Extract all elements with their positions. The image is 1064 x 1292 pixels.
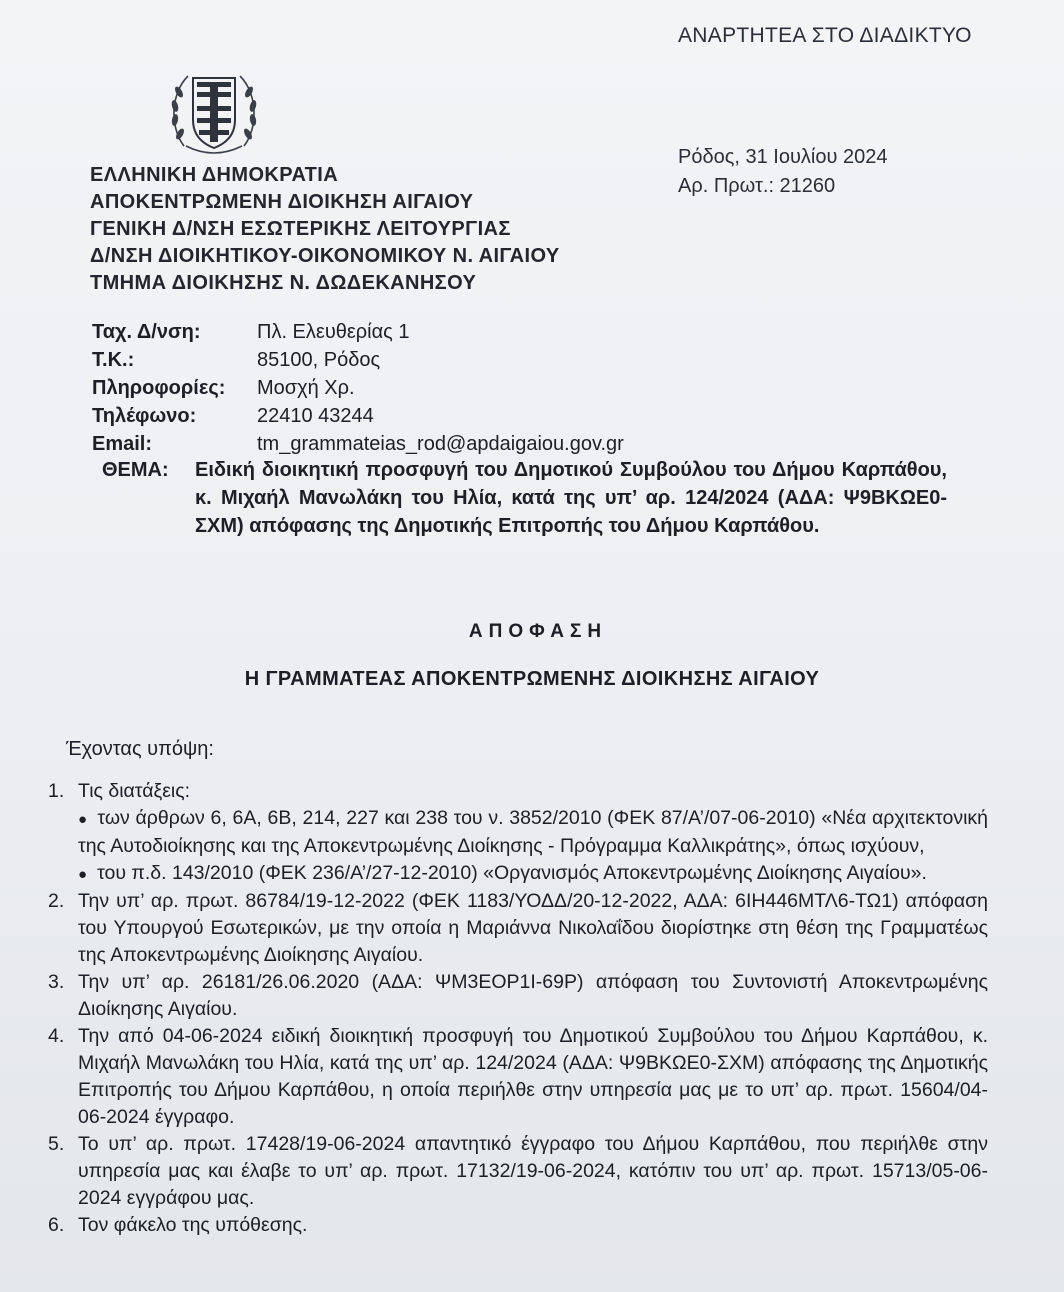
bullet-item bbox=[78, 860, 988, 888]
list-item bbox=[48, 1212, 988, 1239]
bullet-item bbox=[78, 805, 988, 860]
secretary-heading: Η ΓΡΑΜΜΑΤΕΑΣ ΑΠΟΚΕΝΤΡΩΜΕΝΗΣ ΔΙΟΙΚΗΣΗΣ ΑΙΓΑΙΟΥ bbox=[244, 668, 820, 690]
authority-line: ΓΕΝΙΚΗ Δ/ΝΣΗ ΕΣΩΤΕΡΙΚΗΣ ΛΕΙΤΟΥΡΓΙΑΣ bbox=[90, 218, 511, 240]
contact-value: 22410 43244 bbox=[257, 405, 374, 427]
item-number: 2. bbox=[48, 890, 65, 912]
contact-row-postcode bbox=[92, 346, 624, 374]
considering-intro: Έχοντας υπόψη: bbox=[66, 738, 214, 760]
contact-row-email bbox=[92, 430, 624, 458]
contact-value: 85100, Ρόδος bbox=[257, 349, 381, 371]
contact-value: Μοσχή Χρ. bbox=[257, 377, 355, 399]
bullet-icon: ● bbox=[78, 811, 88, 828]
item-text: Τον φάκελο της υπόθεσης. bbox=[78, 1214, 308, 1236]
contact-label: Email: bbox=[92, 433, 153, 455]
item-text: Το υπ’ αρ. πρωτ. 17428/19-06-2024 απαντητικό έγγραφο του Δήμου Καρπάθου, που περιήλθε στην υπηρεσία μας και έλαβε το υπ’ αρ. πρωτ. 17132/19-06-2024, κατόπιν του υπ’ αρ. πρωτ. 15713/05-06-2024 εγγράφου μας. bbox=[78, 1133, 988, 1209]
online-posting-stamp: ΑΝΑΡΤΗΤΕΑ ΣΤΟ ΔΙΑΔΙΚΤΥΟ bbox=[678, 24, 972, 47]
considerations-list bbox=[48, 778, 988, 1239]
protocol-number: Αρ. Πρωτ.: 21260 bbox=[678, 175, 836, 197]
item-number: 5. bbox=[48, 1133, 65, 1155]
authority-line: ΤΜΗΜΑ ΔΙΟΙΚΗΣΗΣ Ν. ΔΩΔΕΚΑΝΗΣΟΥ bbox=[90, 272, 477, 294]
contact-row-phone bbox=[92, 402, 624, 430]
document-date: Ρόδος, 31 Ιουλίου 2024 bbox=[678, 146, 888, 168]
subject-label: ΘΕΜΑ: bbox=[102, 459, 169, 481]
contact-row-address bbox=[92, 318, 624, 346]
item-number: 6. bbox=[48, 1214, 65, 1236]
decision-heading: ΑΠΟΦΑΣΗ bbox=[468, 621, 608, 642]
list-item bbox=[48, 778, 988, 888]
bullet-icon: ● bbox=[78, 866, 88, 883]
contact-value: Πλ. Ελευθερίας 1 bbox=[257, 321, 410, 343]
item-text: Τις διατάξεις: bbox=[78, 780, 191, 802]
list-item bbox=[48, 888, 988, 969]
list-item bbox=[48, 1023, 988, 1131]
subject-block bbox=[102, 456, 947, 540]
date-and-protocol bbox=[678, 143, 887, 201]
list-item bbox=[48, 1131, 988, 1212]
item-text: Την υπ’ αρ. 26181/26.06.2020 (ΑΔΑ: ΨΜ3ΕΟΡ1Ι-69Ρ) απόφαση του Συντονιστή Αποκεντρωμένης Διοίκησης Αιγαίου. bbox=[78, 971, 988, 1020]
authority-line: ΕΛΛΗΝΙΚΗ ΔΗΜΟΚΡΑΤΙΑ bbox=[90, 164, 339, 186]
contact-details bbox=[92, 318, 624, 458]
bullet-text: του π.δ. 143/2010 (ΦΕΚ 236/Α’/27-12-2010) «Οργανισμός Αποκεντρωμένης Διοίκησης Αιγαίου». bbox=[97, 862, 927, 884]
bullet-text: των άρθρων 6, 6Α, 6Β, 214, 227 και 238 του ν. 3852/2010 (ΦΕΚ 87/Α’/07-06-2010) «Νέα αρχιτεκτονική της Αυτοδιοίκησης και της Αποκεντρωμένης Διοίκησης - Πρόγραμμα Καλλικράτης», όπως ισχύουν, bbox=[78, 807, 989, 857]
contact-row-info bbox=[92, 374, 624, 402]
subject-text: Ειδική διοικητική προσφυγή του Δημοτικού Συμβούλου του Δήμου Καρπάθου, κ. Μιχαήλ Μανωλάκη του Ηλία, κατά της υπ’ αρ. 124/2024 (ΑΔΑ: Ψ9ΒΚΩΕ0-ΣΧΜ) απόφασης της Δημοτικής Επιτροπής του Δήμου Καρπάθου. bbox=[195, 459, 947, 537]
item-number: 3. bbox=[48, 971, 65, 993]
contact-label: Τ.Κ.: bbox=[92, 349, 135, 371]
authority-line: ΑΠΟΚΕΝΤΡΩΜΕΝΗ ΔΙΟΙΚΗΣΗ ΑΙΓΑΙΟΥ bbox=[90, 191, 474, 213]
issuing-authority bbox=[90, 162, 560, 297]
provisions-bullets bbox=[78, 805, 988, 888]
list-item bbox=[48, 969, 988, 1023]
contact-label: Πληροφορίες: bbox=[92, 377, 226, 399]
contact-label: Τηλέφωνο: bbox=[92, 405, 197, 427]
item-text: Την από 04-06-2024 ειδική διοικητική προσφυγή του Δημοτικού Συμβούλου του Δήμου Καρπάθου, κ. Μιχαήλ Μανωλάκη του Ηλία, κατά της υπ’ αρ. 124/2024 (ΑΔΑ: Ψ9ΒΚΩΕ0-ΣΧΜ) απόφασης της Δημοτικής Επιτροπής του Δήμου Καρπάθου, η οποία περιήλθε στην υπηρεσία μας με το υπ’ αρ. πρωτ. 15604/04-06-2024 έγγραφο. bbox=[78, 1025, 988, 1128]
item-number: 4. bbox=[48, 1025, 65, 1047]
contact-label: Ταχ. Δ/νση: bbox=[92, 321, 201, 343]
greek-coat-of-arms-icon bbox=[166, 62, 262, 162]
authority-line: Δ/ΝΣΗ ΔΙΟΙΚΗΤΙΚΟΥ-ΟΙΚΟΝΟΜΙΚΟΥ Ν. ΑΙΓΑΙΟΥ bbox=[90, 245, 560, 267]
item-number: 1. bbox=[48, 780, 65, 802]
contact-value: tm_grammateias_rod@apdaigaiou.gov.gr bbox=[257, 433, 624, 455]
item-text: Την υπ’ αρ. πρωτ. 86784/19-12-2022 (ΦΕΚ 1183/ΥΟΔΔ/20-12-2022, ΑΔΑ: 6ΙΗ446ΜΤΛ6-ΤΩ1) απόφαση του Υπουργού Εσωτερικών, με την οποία η Μαριάννα Νικολαΐδου διορίστηκε στη θέση της Γραμματέως της Αποκεντρωμένης Διοίκησης Αιγαίου. bbox=[78, 890, 988, 966]
